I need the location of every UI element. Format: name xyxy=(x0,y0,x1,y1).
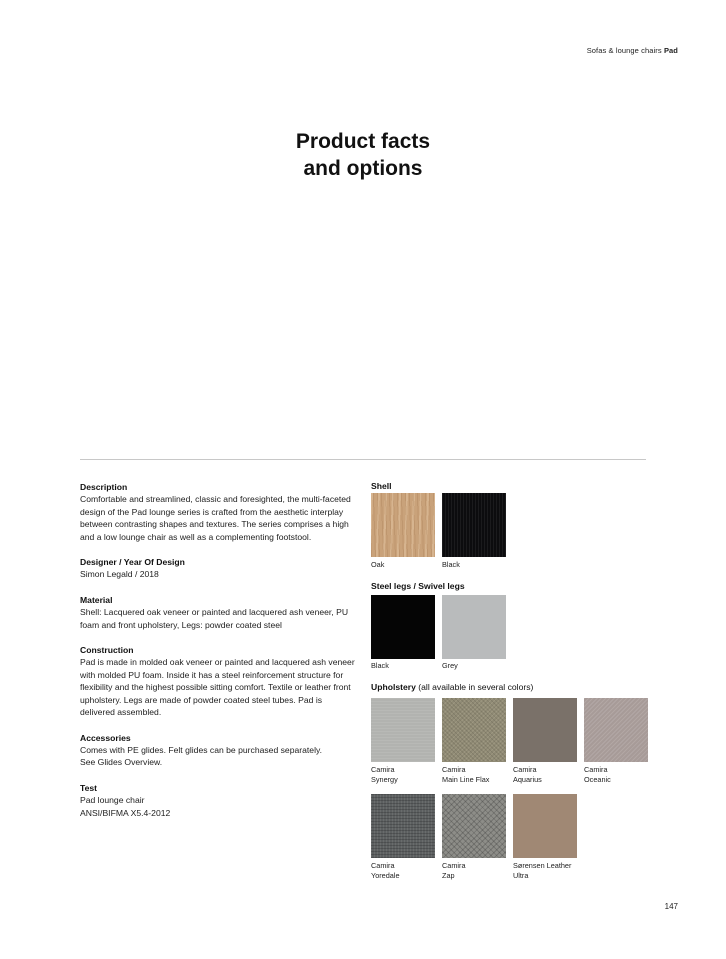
upholstery-heading xyxy=(371,682,533,692)
description-text: Comfortable and streamlined, classic and foresighted, the multi-faceted design of the Pad lounge series is crafted from the aesthetic interplay between contrasting shapes and textures. The series comprises a high and a low lounge chair as well as a complementing footstool. xyxy=(80,494,351,542)
upholstery-caption-zap-brand: Camira xyxy=(442,861,466,870)
upholstery-caption-yoredale-brand: Camira xyxy=(371,861,395,870)
product-facts-column xyxy=(80,481,358,832)
upholstery-caption-sorensen-ultra-name: Ultra xyxy=(513,870,529,880)
upholstery-caption-oceanic-name: Oceanic xyxy=(584,774,611,784)
section-divider xyxy=(80,459,646,460)
designer-section xyxy=(80,556,358,581)
upholstery-caption-main-line-flax xyxy=(442,765,512,784)
accessories-text-1: Comes with PE glides. Felt glides can be purchased separately. xyxy=(80,744,323,755)
upholstery-caption-main-line-flax-brand: Camira xyxy=(442,765,466,774)
upholstery-caption-oceanic xyxy=(584,765,654,784)
material-section xyxy=(80,594,358,631)
upholstery-swatch-yoredale xyxy=(371,794,435,858)
upholstery-swatch-oceanic xyxy=(584,698,648,762)
test-text-1: Pad lounge chair xyxy=(80,795,145,806)
shell-caption-oak: Oak xyxy=(371,560,385,569)
test-section xyxy=(80,782,358,819)
upholstery-swatch-sorensen-ultra xyxy=(513,794,577,858)
legs-swatch-black xyxy=(371,595,435,659)
accessories-text-2: See Glides Overview. xyxy=(80,757,163,768)
designer-text: Simon Legald / 2018 xyxy=(80,569,159,580)
test-text-2: ANSI/BIFMA X5.4-2012 xyxy=(80,807,171,818)
upholstery-heading-label: Upholstery xyxy=(371,682,416,692)
upholstery-caption-aquarius-brand: Camira xyxy=(513,765,537,774)
upholstery-heading-note: (all available in several colors) xyxy=(418,682,534,692)
test-heading: Test xyxy=(80,782,98,793)
page-number: 147 xyxy=(664,902,678,911)
upholstery-caption-zap xyxy=(442,861,512,880)
upholstery-caption-aquarius xyxy=(513,765,583,784)
page-title-line-1: Product facts xyxy=(295,130,431,153)
header-product: Pad xyxy=(663,46,678,55)
shell-caption-black: Black xyxy=(442,560,460,569)
upholstery-caption-main-line-flax-name: Main Line Flax xyxy=(442,774,490,784)
header-section: Sofas & lounge chairs xyxy=(586,46,662,55)
construction-heading: Construction xyxy=(80,645,134,656)
upholstery-caption-sorensen-ultra-brand: Sørensen Leather xyxy=(513,861,572,870)
page-title-line-2: and options xyxy=(303,157,423,180)
upholstery-caption-yoredale-name: Yoredale xyxy=(371,870,400,880)
shell-swatch-black xyxy=(442,493,506,557)
description-section xyxy=(80,481,358,543)
construction-text: Pad is made in molded oak veneer or painted and lacquered ash veneer with molded PU foam. Inside it has a steel reinforcement structure for flexibility and the highest possible sitting comfort. Textile or leather front upholstery. Legs are made of powder coated steel tubes. Pad is delivered assembled. xyxy=(80,657,355,718)
legs-swatch-grey xyxy=(442,595,506,659)
material-text: Shell: Lacquered oak veneer or painted and lacquered ash veneer, PU foam and front upholstery, Legs: powder coated steel xyxy=(80,607,349,630)
upholstery-swatch-zap xyxy=(442,794,506,858)
upholstery-caption-sorensen-ultra xyxy=(513,861,603,880)
running-header xyxy=(587,46,678,55)
upholstery-swatch-synergy xyxy=(371,698,435,762)
upholstery-caption-synergy xyxy=(371,765,441,784)
legs-caption-black: Black xyxy=(371,661,389,670)
designer-heading: Designer / Year Of Design xyxy=(80,557,185,568)
description-heading: Description xyxy=(80,482,128,492)
accessories-heading: Accessories xyxy=(80,732,131,743)
accessories-section xyxy=(80,732,358,769)
upholstery-caption-yoredale xyxy=(371,861,441,880)
upholstery-swatch-aquarius xyxy=(513,698,577,762)
page-title xyxy=(0,128,726,182)
upholstery-caption-synergy-name: Synergy xyxy=(371,774,398,784)
upholstery-caption-synergy-brand: Camira xyxy=(371,765,395,774)
material-heading: Material xyxy=(80,594,113,605)
upholstery-swatch-main-line-flax xyxy=(442,698,506,762)
shell-swatch-oak xyxy=(371,493,435,557)
upholstery-caption-zap-name: Zap xyxy=(442,870,455,880)
shell-heading: Shell xyxy=(371,481,392,491)
legs-heading: Steel legs / Swivel legs xyxy=(371,581,465,591)
construction-section xyxy=(80,644,358,718)
upholstery-caption-aquarius-name: Aquarius xyxy=(513,774,542,784)
upholstery-caption-oceanic-brand: Camira xyxy=(584,765,608,774)
legs-caption-grey: Grey xyxy=(442,661,458,670)
